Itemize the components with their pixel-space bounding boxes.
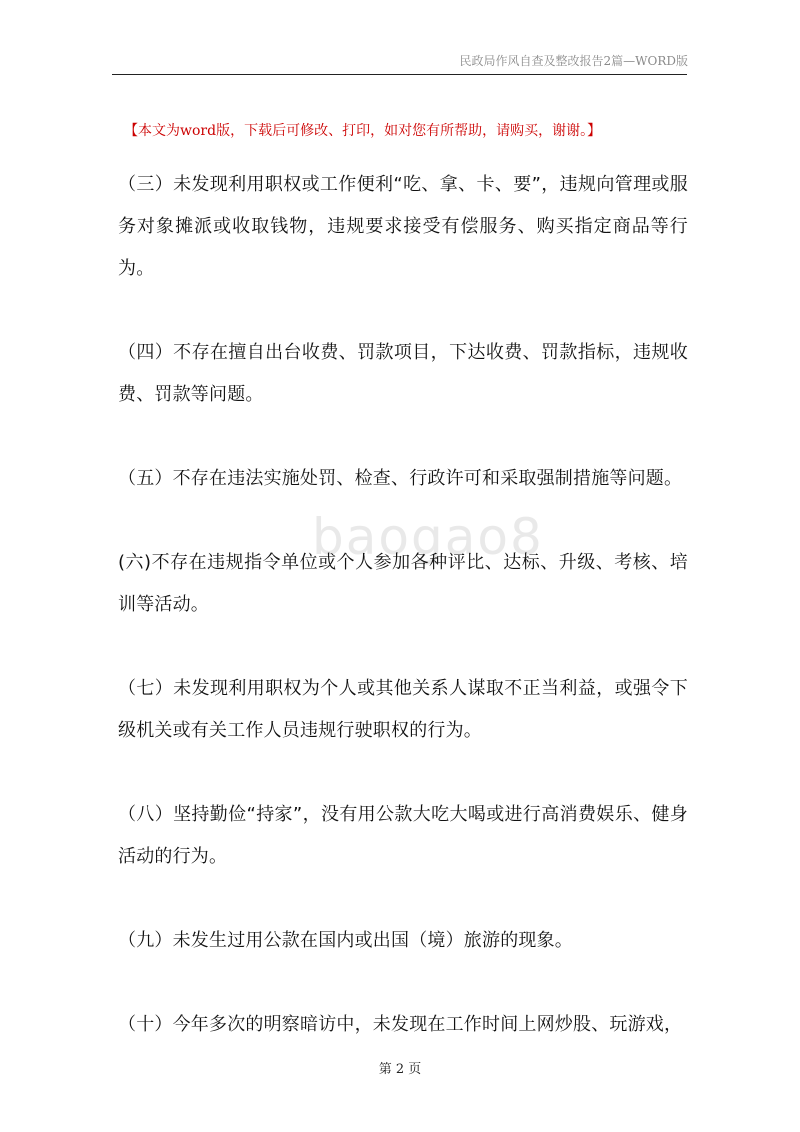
download-notice: 【本文为word版，下载后可修改、打印，如对您有所帮助，请购买，谢谢。】 [124,123,602,139]
paragraph-9: （九）未发生过用公款在国内或出国（境）旅游的现象。 [118,930,573,951]
page-number: 第 2 页 [378,1062,422,1077]
paragraph-8: （八）坚持勤俭“持家”，没有用公款大吃大喝或进行高消费娱乐、健身活动的行为。 [118,804,688,867]
header-divider [112,74,687,75]
paragraph-3: （三）未发现利用职权或工作便利“吃、拿、卡、要”，违规向管理或服务对象摊派或收取钱物，违规要求接受有偿服务、购买指定商品等行为。 [118,174,688,279]
document-body [118,164,688,1088]
paragraph-10: （十）今年多次的明察暗访中，未发现在工作时间上网炒股、玩游戏， [118,1014,683,1035]
paragraph-5: （五）不存在违法实施处罚、检查、行政许可和采取强制措施等问题。 [118,468,683,489]
document-header-title: 民政局作风自查及整改报告2篇—WORD版 [459,54,688,68]
paragraph-4: （四）不存在擅自出台收费、罚款项目，下达收费、罚款指标，违规收费、罚款等问题。 [118,342,688,405]
paragraph-6: (六)不存在违规指令单位或个人参加各种评比、达标、升级、考核、培训等活动。 [118,552,688,615]
watermark: baogao8 [312,508,544,566]
paragraph-7: （七）未发现利用职权为个人或其他关系人谋取不正当利益，或强令下级机关或有关工作人员违规行驶职权的行为。 [118,678,688,741]
